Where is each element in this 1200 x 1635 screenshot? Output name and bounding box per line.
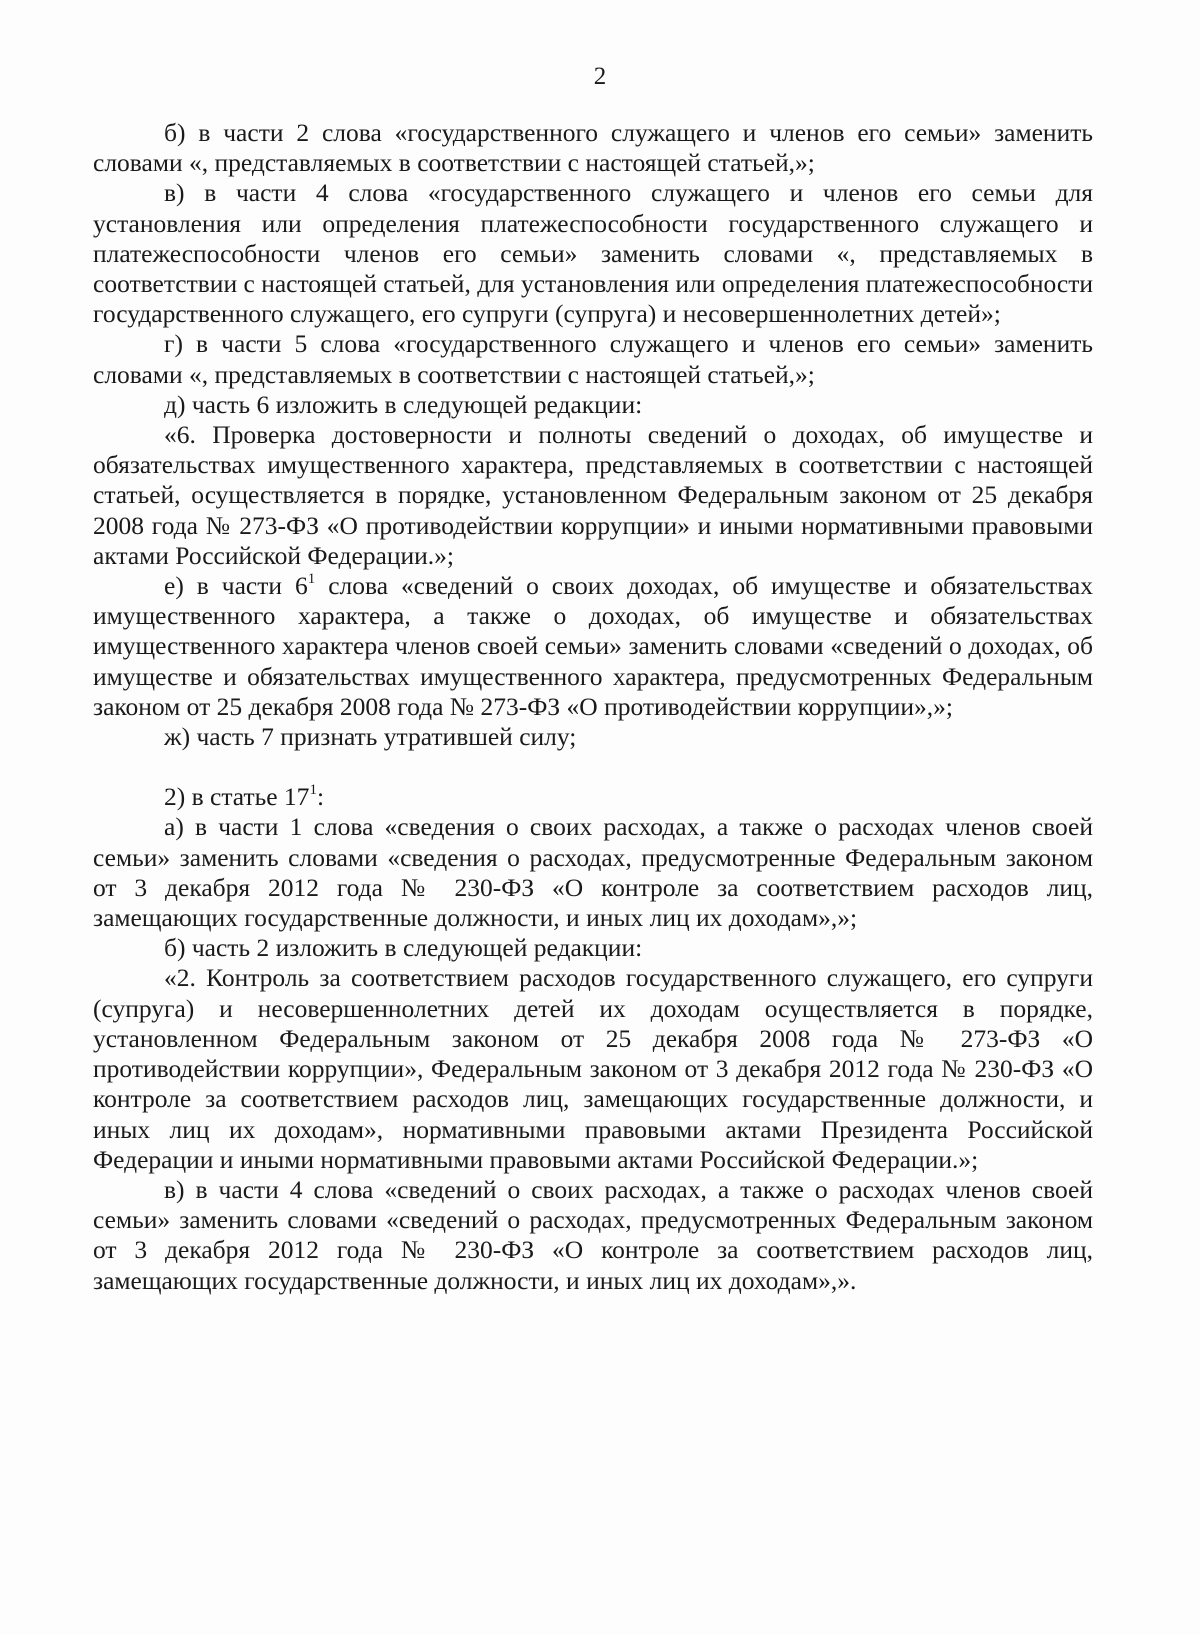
paragraph-article-17-1 — [93, 782, 1093, 812]
article-17-colon: : — [316, 782, 325, 812]
paragraph-e-rest: слова «сведений о своих доходах, об имуществе и обязательствах имущественного характера, а также о доходах, об имуществе и обязательствах имущественного характера членов своей семьи» заменить словами «сведений о доходах, об имуществе и обязательствах имущественного характера, предусмотренных Федеральным законом от 25 декабря 2008 года № 273-ФЗ «О противодействии коррупции»,»; — [93, 571, 1093, 721]
paragraph-v-part-4-new: в) в части 4 слова «сведений о своих расходах, а также о расходах членов своей семьи» заменить словами «сведений о расходах, предусмотренных Федеральным законом от 3 декабря 2012 года № 230-ФЗ «О контроле за соответствием расходов лиц, замещающих государственные должности, и иных лиц их доходам»,». — [93, 1174, 1093, 1295]
page-number: 2 — [593, 63, 607, 90]
paragraph-b-part-2: б) в части 2 слова «государственного служащего и членов его семьи» заменить словами «, представляемых в соответствии с настоящей статьей,»; — [93, 118, 1093, 178]
paragraph-e-lead: е) в части 6 — [164, 571, 308, 601]
paragraph-part-2-text: «2. Контроль за соответствием расходов государственного служащего, его супруги (супруга) и несовершеннолетних детей их доходам осуществляется в порядке, установленном Федеральным законом от 25 декабря 2008 года № 273-ФЗ «О противодействии коррупции», Федеральным законом от 3 декабря 2012 года № 230-ФЗ «О контроле за соответствием расходов лиц, замещающих государственные должности, и иных лиц их доходам», нормативными правовыми актами Президента Российской Федерации и иными нормативными правовыми актами Российской Федерации.»; — [93, 963, 1093, 1174]
paragraph-g-part-5: г) в части 5 слова «государственного служащего и членов его семьи» заменить словами «, представляемых в соответствии с настоящей статьей,»; — [93, 329, 1093, 389]
paragraph-b-part-2-new: б) часть 2 изложить в следующей редакции: — [164, 933, 643, 963]
paragraph-d-part-6: д) часть 6 изложить в следующей редакции: — [164, 389, 643, 419]
paragraph-part-6-text: «6. Проверка достоверности и полноты сведений о доходах, об имуществе и обязательствах имущественного характера, представляемых в соответствии с настоящей статьей, осуществляется в порядке, установленном Федеральным законом от 25 декабря 2008 года № 273-ФЗ «О противодействии коррупции» и иными нормативными правовыми актами Российской Федерации.»; — [93, 420, 1093, 570]
paragraph-v-part-4: в) в части 4 слова «государственного служащего и членов его семьи для установления или определения платежеспособности государственного служащего и платежеспособности членов его семьи» заменить словами «, представляемых в соответствии с настоящей статьей, для установления или определения платежеспособности государственного служащего, его супруги (супруга) и несовершеннолетних детей»; — [93, 178, 1093, 329]
superscript-index: 1 — [309, 781, 317, 798]
paragraph-e-part-6-1 — [93, 571, 1093, 722]
paragraph-zh-part-7: ж) часть 7 признать утратившей силу; — [164, 722, 577, 752]
paragraph-a-part-1: а) в части 1 слова «сведения о своих расходах, а также о расходах членов своей семьи» заменить словами «сведения о расходах, предусмотренные Федеральным законом от 3 декабря 2012 года № 230-ФЗ «О контроле за соответствием расходов лиц, замещающих государственные должности, и иных лиц их доходам»,»; — [93, 812, 1093, 933]
article-17-lead: 2) в статье 17 — [164, 782, 310, 812]
document-body — [93, 118, 1093, 1296]
superscript-index: 1 — [307, 570, 316, 587]
